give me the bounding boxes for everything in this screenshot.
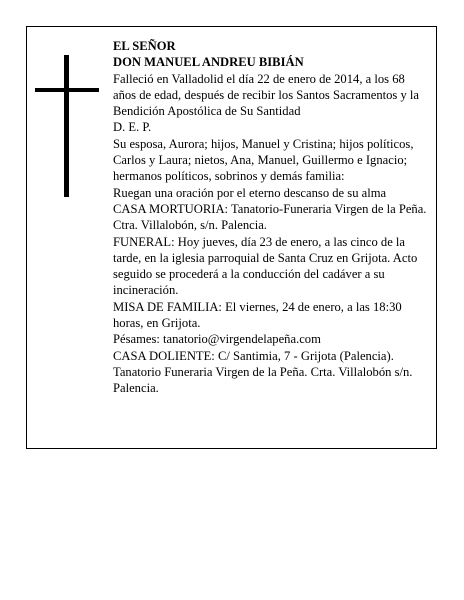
cross-vertical-bar (64, 55, 69, 197)
latin-cross-icon (35, 55, 99, 197)
cross-horizontal-bar (35, 88, 99, 92)
condolences-info: Pésames: tanatorio@virgendelapeña.com (113, 332, 321, 347)
deceased-name: DON MANUEL ANDREU BIBIÁN (113, 55, 304, 70)
mourning-house-info: CASA DOLIENTE: C/ Santimia, 7 - Grijota (Palencia). Tanatorio Funeraria Virgen de la Peña. Crta. Villalobón s/n. Palencia. (113, 348, 413, 396)
funeral-info: FUNERAL: Hoy jueves, día 23 de enero, a las cinco de la tarde, en la iglesia parroquial de Santa Cruz en Grijota. Acto seguido se procederá a la conducción del cadáver a su incineración. (113, 234, 418, 298)
title-line-1: EL SEÑOR (113, 39, 176, 53)
death-announcement: Falleció en Valladolid el día 22 de enero de 2014, a los 68 años de edad, después de recibir los Santos Sacramentos y la Bendición Apostólica de Su Santidad (113, 71, 420, 119)
prayer-request: Ruegan una oración por el eterno descanso de su alma (113, 185, 387, 200)
family-mass-info: MISA DE FAMILIA: El viernes, 24 de enero, a las 18:30 horas, en Grijota. (113, 299, 402, 331)
rip-text: D. E. P. (113, 120, 152, 135)
obituary-text (113, 38, 431, 397)
family-list: Su esposa, Aurora; hijos, Manuel y Cristina; hijos políticos, Carlos y Laura; nietos, Ana, Manuel, Guillermo e Ignacio; hermanos políticos, sobrinos y demás familia: (113, 136, 414, 184)
mortuary-info: CASA MORTUORIA: Tanatorio-Funeraria Virgen de la Peña. Ctra. Villalobón, s/n. Palencia. (113, 201, 427, 233)
